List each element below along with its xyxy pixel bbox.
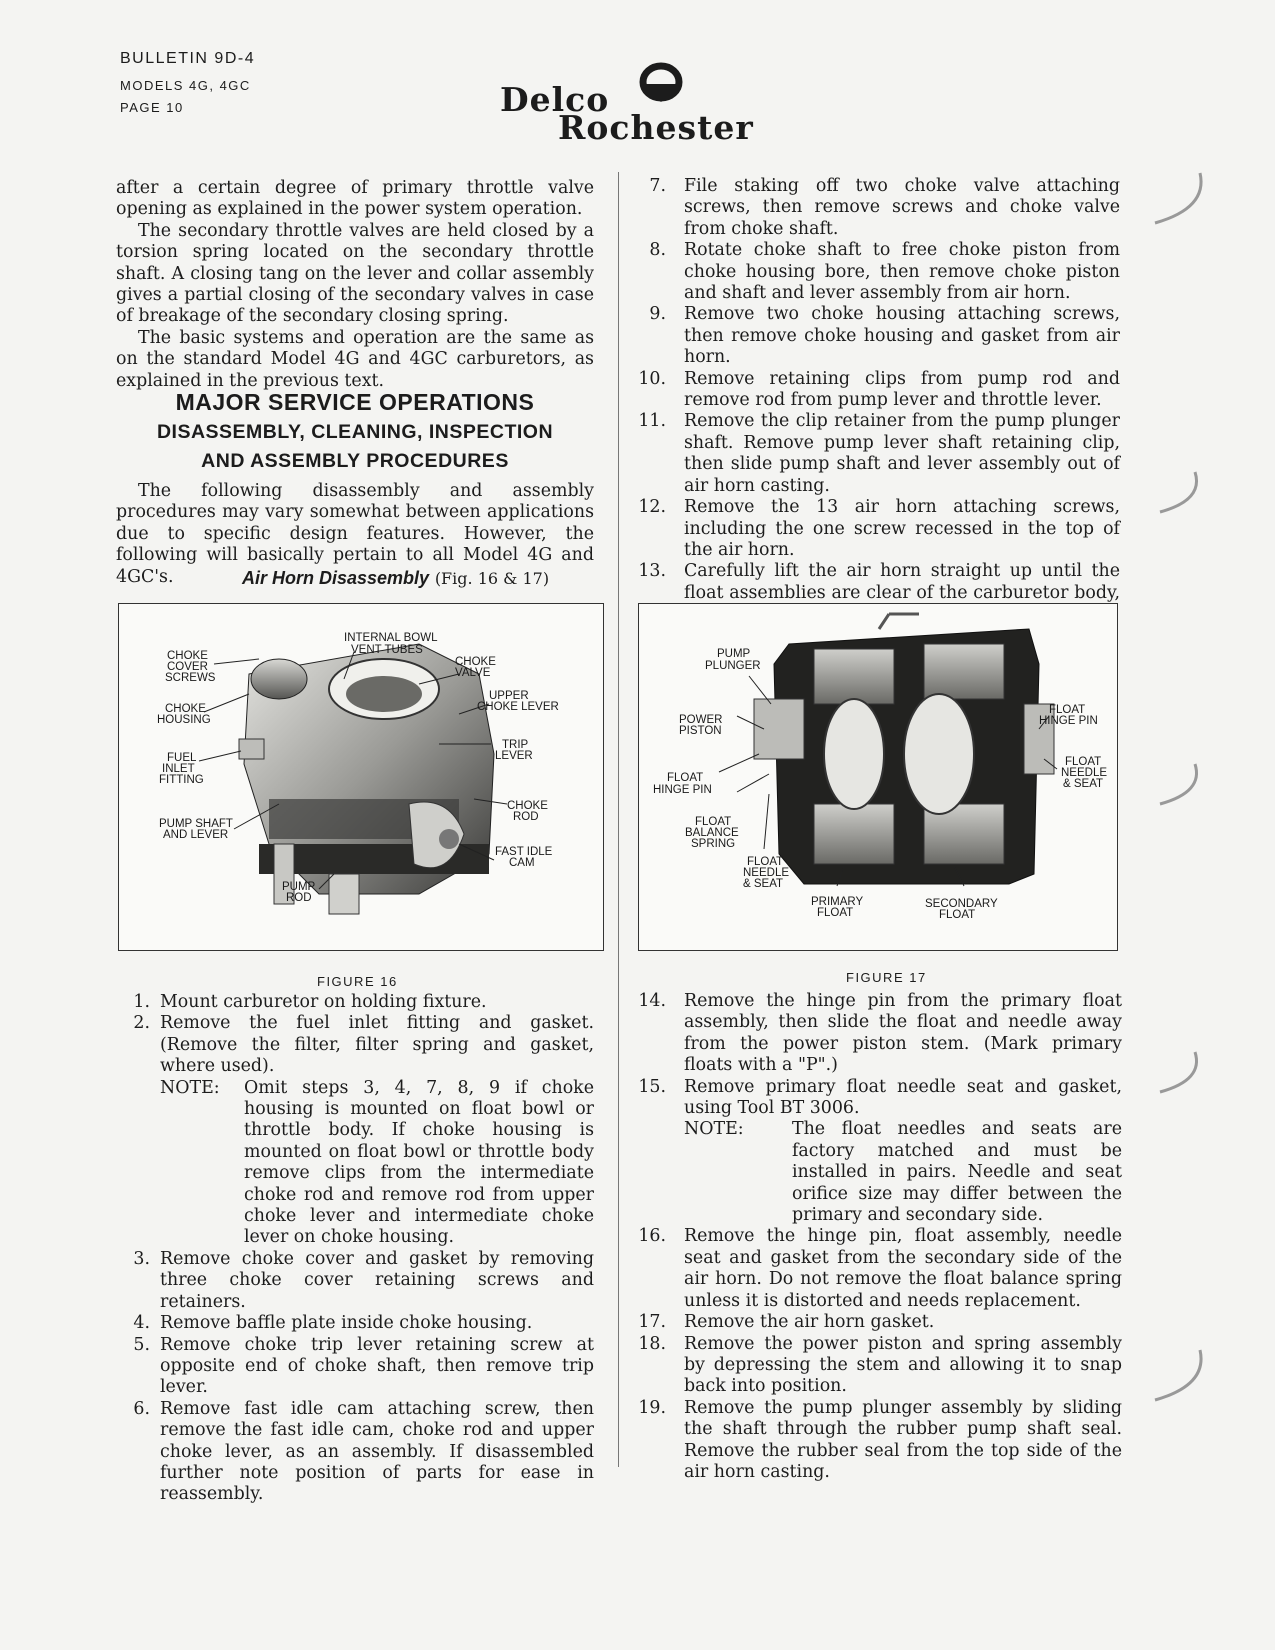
label-float-needle-right-1: FLOAT (1065, 756, 1102, 768)
section-heading-disassembly: DISASSEMBLY, CLEANING, INSPECTION (156, 421, 554, 443)
note-label: NOTE: (160, 1077, 220, 1098)
binder-ring-mark-icon (1150, 752, 1210, 812)
label-secondary-float-1: SECONDARY (925, 898, 998, 910)
label-choke-cover-3: SCREWS (165, 672, 216, 684)
step-13: 13. Carefully lift the air horn straight up until the float assemblies are clear of the carburetor body, (638, 561, 1120, 603)
step-5: 5. Remove choke trip lever retaining screw at opposite end of choke shaft, then remove trip lever. (133, 1334, 594, 1398)
label-float-needle-right-3: & SEAT (1063, 778, 1104, 790)
figure-16-caption: FIGURE 16 (317, 974, 398, 989)
step-4: 4. Remove baffle plate inside choke housing. (133, 1313, 533, 1334)
binder-ring-mark-icon (1150, 1040, 1210, 1100)
label-upper-choke-2: CHOKE LEVER (477, 701, 559, 713)
step-10: 10. Remove retaining clips from pump rod and remove rod from pump lever and throttle lever. (638, 368, 1120, 411)
label-fuel-inlet-1: FUEL (167, 752, 197, 764)
figure-17-frame (638, 603, 1118, 951)
note-label: NOTE: (684, 1119, 744, 1140)
label-float-balance-2: BALANCE (685, 827, 739, 839)
label-pump-rod-2: ROD (286, 892, 312, 904)
binder-ring-mark-icon (1150, 1345, 1210, 1405)
label-choke-rod-2: ROD (513, 811, 539, 823)
label-float-needle-1: FLOAT (747, 856, 784, 868)
models-line: MODELS 4G, 4GC (120, 78, 251, 93)
note-text: Omit steps 3, 4, 7, 8, 9 if choke housing is mounted on float bowl or throttle body. If choke housing is mounted on float bowl or throttle body remove clips from the intermediate choke rod and remove rod from upper choke lever and intermediate choke lever on choke housing. (244, 1077, 594, 1248)
label-pump-shaft-2: AND LEVER (163, 829, 229, 841)
step-6: 6. Remove fast idle cam attaching screw, then remove the fast idle cam, choke rod and upper choke lever, as an assembly. If disassembled further note position of parts for ease in reassembly. (133, 1398, 594, 1505)
column-divider (618, 172, 619, 1467)
step-19: 19. Remove the pump plunger assembly by sliding the shaft through the rubber pump shaft seal. Remove the rubber seal from the top side of the air horn casting. (638, 1397, 1122, 1482)
label-fuel-inlet-3: FITTING (159, 774, 204, 786)
subheading-figure-ref: (Fig. 16 & 17) (434, 569, 550, 588)
figure-16-frame (118, 603, 604, 951)
label-fuel-inlet-2: INLET (162, 763, 195, 775)
label-pump-plunger-1: PUMP (717, 648, 751, 660)
note-text: The float needles and seats are factory matched and must be installed in pairs. Needle and seat orifice size may differ between the primary and secondary side. (792, 1119, 1122, 1226)
label-upper-choke-1: UPPER (489, 690, 529, 702)
step-7: 7. File staking off two choke valve attaching screws, then remove screws and choke valve from choke shaft. (649, 176, 1120, 239)
label-fast-idle-1: FAST IDLE (495, 846, 553, 858)
label-choke-valve-1: CHOKE (455, 656, 496, 668)
intro-paragraph-3: The basic systems and operation are the same as on the standard Model 4G and 4GC carburetors, as explained in the previous text. (116, 327, 594, 391)
binder-ring-mark-icon (1150, 460, 1210, 520)
step-8: 8. Rotate choke shaft to free choke piston from choke housing bore, then remove choke piston and shaft and lever assembly from air horn. (649, 240, 1120, 304)
procedures-paragraph: The following disassembly and assembly procedures may vary somewhat between applications due to specific design features. However, the following will basically pertain to all Model 4G and 4GC's. (116, 481, 594, 587)
section-heading-assembly: AND ASSEMBLY PROCEDURES (201, 450, 509, 472)
step-11: 11. Remove the clip retainer from the pump plunger shaft. Remove pump lever shaft retaining clip, then slide pump shaft and lever assembly out of air horn casting. (638, 411, 1120, 496)
delco-logo-icon (638, 62, 684, 104)
left-steps (122, 992, 594, 1506)
label-choke-cover-2: COVER (167, 661, 208, 673)
label-primary-float-1: PRIMARY (811, 896, 864, 908)
right-steps-top (638, 176, 1120, 626)
label-float-needle-3: & SEAT (743, 878, 784, 890)
step-16: 16. Remove the hinge pin, float assembly, needle seat and gasket from the secondary side of the air horn. Do not remove the float balance spring unless it is distorted and needs replacement. (638, 1226, 1122, 1311)
air-horn-inverted-illustration (639, 604, 1117, 950)
step-12: 12. Remove the 13 air horn attaching screws, including the one screw recessed in the top of the air horn. (638, 497, 1120, 560)
label-fast-idle-2: CAM (509, 857, 535, 869)
bulletin-number: BULLETIN 9D-4 (120, 50, 256, 67)
label-pump-shaft-1: PUMP SHAFT (159, 818, 233, 830)
binder-ring-mark-icon (1150, 168, 1210, 228)
label-float-hinge-left-2: HINGE PIN (653, 784, 712, 796)
label-power-piston-2: PISTON (679, 725, 722, 737)
label-primary-float-2: FLOAT (817, 907, 854, 919)
label-secondary-float-2: FLOAT (939, 909, 976, 921)
step-1: 1. Mount carburetor on holding fixture. (133, 992, 487, 1012)
label-choke-cover-1: CHOKE (167, 650, 208, 662)
step-18: 18. Remove the power piston and spring assembly by depressing the stem and allowing it to snap back into position. (638, 1333, 1122, 1397)
label-float-hinge-left-1: FLOAT (667, 772, 704, 784)
subheading-title: Air Horn Disassembly (242, 568, 430, 588)
air-horn-subheading (242, 568, 602, 589)
label-float-balance-1: FLOAT (695, 816, 732, 828)
label-pump-rod-1: PUMP (282, 881, 316, 893)
step-14: 14. Remove the hinge pin from the primary float assembly, then slide the float and needle away from the power piston stem. (Mark primary floats with a "P".) (638, 991, 1122, 1076)
figure-17-caption: FIGURE 17 (846, 970, 927, 985)
step-9: 9. Remove two choke housing attaching screws, then remove choke housing and gasket from air horn. (649, 304, 1120, 368)
intro-paragraph-2: The secondary throttle valves are held closed by a torsion spring located on the secondary throttle shaft. A closing tang on the lever and collar assembly gives a partial closing of the secondary valves in case of breakage of the secondary closing spring. (116, 220, 594, 327)
intro-paragraph-1: after a certain degree of primary throttle valve opening as explained in the power system operation. (116, 178, 594, 220)
left-intro (116, 178, 594, 392)
label-internal-bowl: INTERNAL BOWL (344, 632, 438, 644)
step-15: 15. Remove primary float needle seat and gasket, using Tool BT 3006. (638, 1076, 1122, 1119)
label-float-hinge-right-1: FLOAT (1049, 704, 1086, 716)
label-pump-plunger-2: PLUNGER (705, 660, 761, 672)
label-choke-rod-1: CHOKE (507, 800, 548, 812)
label-float-needle-2: NEEDLE (743, 867, 790, 879)
label-float-balance-3: SPRING (691, 838, 736, 850)
label-trip-lever-2: LEVER (495, 750, 533, 762)
label-choke-housing-2: HOUSING (157, 714, 211, 726)
right-steps-bottom (638, 991, 1122, 1483)
label-choke-housing-1: CHOKE (165, 703, 206, 715)
step-3: 3. Remove choke cover and gasket by removing three choke cover retaining screws and retainers. (133, 1248, 594, 1312)
step-2: 2. Remove the fuel inlet fitting and gasket. (Remove the filter, filter spring and gasket, where used). (133, 1013, 594, 1077)
left-note (160, 1078, 594, 1249)
label-choke-valve-2: VALVE (455, 667, 491, 679)
label-float-hinge-right-2: HINGE PIN (1039, 715, 1098, 727)
brand-delco: Delco (500, 80, 610, 119)
label-float-needle-right-2: NEEDLE (1061, 767, 1108, 779)
section-heading-major: MAJOR SERVICE OPERATIONS (175, 389, 535, 415)
label-trip-lever-1: TRIP (502, 739, 529, 751)
brand-rochester: Rochester (558, 108, 754, 147)
right-note (684, 1119, 1122, 1226)
page-number: PAGE 10 (120, 100, 184, 115)
label-vent-tubes: VENT TUBES (351, 644, 423, 656)
label-power-piston-1: POWER (679, 714, 723, 726)
step-17: 17. Remove the air horn gasket. (638, 1312, 935, 1333)
